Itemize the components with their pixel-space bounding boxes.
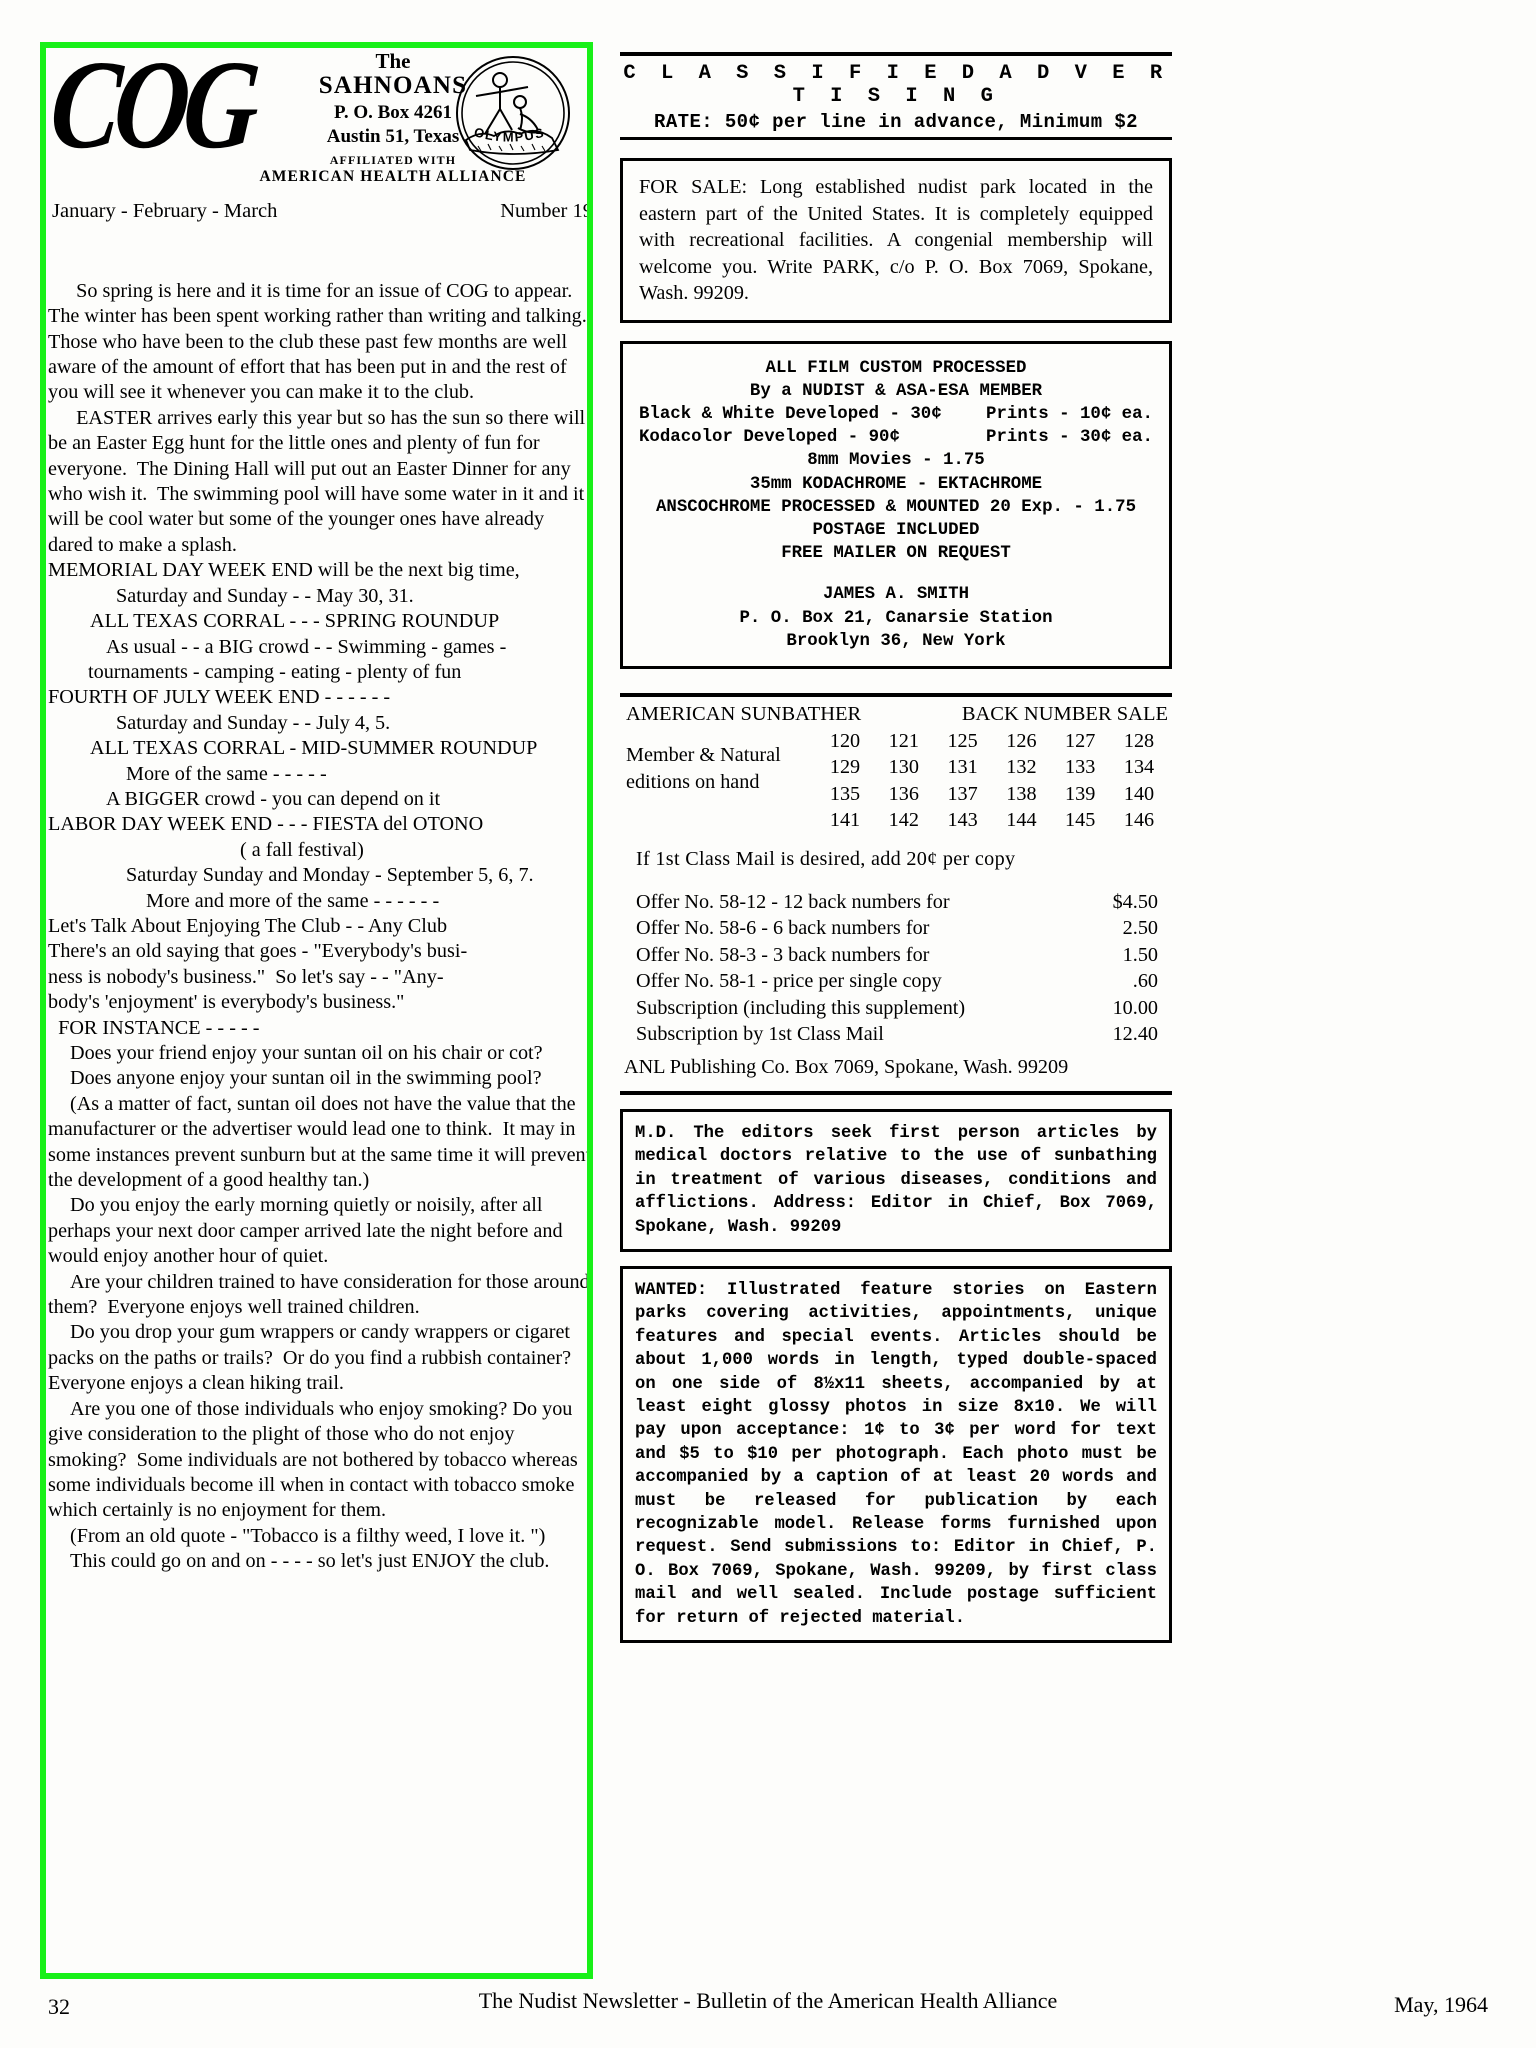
article-question: (As a matter of fact, suntan oil does not have the value that the manufacturer or the advertiser would lead one to think. It may in some instances prevent sunburn but at the same time it will prevent the development of a good healthy tan.) xyxy=(48,1092,597,1192)
offer-price: 2.50 xyxy=(1122,917,1158,940)
first-class-note: If 1st Class Mail is desired, add 20¢ per copy xyxy=(636,847,1016,870)
offer-row xyxy=(636,1021,1172,1048)
sunbather-section xyxy=(620,689,1172,1079)
back-number: 142 xyxy=(888,809,919,832)
back-number: 140 xyxy=(1123,782,1155,805)
film-kodacolor-label: Kodacolor Developed - 90¢ xyxy=(639,428,900,448)
film-advertiser-addr2: Brooklyn 36, New York xyxy=(786,631,1006,651)
page-footer xyxy=(0,1988,1536,2034)
olympus-seal-icon xyxy=(454,54,572,172)
offer-row xyxy=(636,915,1172,942)
offer-price: .60 xyxy=(1132,970,1158,993)
back-number: 138 xyxy=(1006,782,1037,805)
footer-page-number: 32 xyxy=(48,1994,70,2019)
article-paragraph: So spring is here and it is time for an issue of COG to appear. The winter has been spent working rather than writing and talking. Those who have been to the club these past few months are well aware of the amount of effort that has been put in and the rest of you will see it whenever you can make it to the club. xyxy=(48,279,597,404)
editions-line-1: Member & Natural xyxy=(626,743,781,766)
sunbather-sale-title: BACK NUMBER SALE xyxy=(961,702,1168,725)
film-kodacolor-prints: Prints - 30¢ ea. xyxy=(986,428,1153,448)
publisher-line: ANL Publishing Co. Box 7069, Spokane, Wash. 99209 xyxy=(624,1055,1069,1078)
event-line: Saturday Sunday and Monday - September 5, 6, 7. xyxy=(126,864,534,887)
event-line: As usual - - a BIG crowd - - Swimming - games - xyxy=(106,635,507,658)
event-line: A BIGGER crowd - you can depend on it xyxy=(106,787,441,810)
back-number-row xyxy=(822,754,1172,781)
masthead-the: The xyxy=(375,49,411,73)
event-line: tournaments - camping - eating - plenty of fun xyxy=(88,660,462,683)
film-bw-label: Black & White Developed - 30¢ xyxy=(639,404,942,424)
ad-for-sale-text: FOR SALE: Long established nudist park located in the eastern part of the United States. It is completely equipped with recreational facilities. A congenial membership will welcome you. Write PARK, c/o P. O. Box 7069, Spokane, Wash. 99209. xyxy=(639,176,1153,304)
offer-row xyxy=(636,942,1172,969)
back-number: 144 xyxy=(1006,809,1037,832)
event-line: FOURTH OF JULY WEEK END - - - - - - xyxy=(48,686,391,709)
article-question: This could go on and on - - - - so let's just ENJOY the club. xyxy=(70,1550,550,1573)
masthead-city: Austin 51, Texas xyxy=(326,125,460,147)
film-line-2: By a NUDIST & ASA-ESA MEMBER xyxy=(749,381,1043,401)
editions-line-2: editions on hand xyxy=(626,770,760,793)
back-number: 135 xyxy=(829,782,861,805)
left-column xyxy=(45,34,597,1961)
footer-publication-line: The Nudist Newsletter - Bulletin of the American Health Alliance xyxy=(478,1988,1058,2013)
film-advertiser-addr1: P. O. Box 21, Canarsie Station xyxy=(739,608,1053,628)
classified-rule-bottom xyxy=(620,137,1172,140)
event-line: LABOR DAY WEEK END - - - FIESTA del OTONO xyxy=(48,813,484,836)
film-line-3 xyxy=(639,403,1153,426)
offers-list xyxy=(620,889,1172,1048)
article-question: Does your friend enjoy your suntan oil on his chair or cot? xyxy=(70,1042,543,1064)
article-body xyxy=(48,228,597,1625)
film-line-5: 8mm Movies - 1.75 xyxy=(807,451,985,471)
issue-number: Number 19 xyxy=(500,200,593,222)
back-number: 145 xyxy=(1065,809,1096,832)
event-line: ( a fall festival) xyxy=(240,838,364,861)
back-number: 146 xyxy=(1123,809,1155,832)
sunbather-grid-wrap xyxy=(620,728,1172,834)
offer-label: Subscription (including this supplement) xyxy=(636,996,966,1019)
article-line: ness is nobody's business." So let's say - - "Any- xyxy=(48,965,444,988)
back-number-row xyxy=(822,728,1172,755)
back-number-grid xyxy=(822,728,1172,834)
event-line: More of the same - - - - - xyxy=(126,762,327,785)
back-number: 133 xyxy=(1065,756,1096,779)
md-section-rule xyxy=(620,1091,1172,1095)
back-number: 134 xyxy=(1123,756,1155,779)
masthead-po-box: P. O. Box 4261 xyxy=(333,101,453,123)
back-number-row xyxy=(822,781,1172,808)
back-number: 126 xyxy=(1006,729,1037,752)
article-question: Are you one of those individuals who enjoy smoking? Do you give consideration to the plight of those who do not enjoy smoking? Some individuals are not bothered by tobacco whereas some individuals become ill when in contact with tobacco smoke which certainly is no enjoyment for them. xyxy=(48,1397,583,1522)
sunbather-title: AMERICAN SUNBATHER xyxy=(626,702,862,725)
event-line: Saturday and Sunday - - May 30, 31. xyxy=(116,584,414,607)
offer-price: 12.40 xyxy=(1112,1023,1158,1046)
event-line: MEMORIAL DAY WEEK END will be the next big time, xyxy=(48,559,520,582)
article-question: Are your children trained to have consideration for those around them? Everyone enjoys well trained children. xyxy=(48,1270,595,1319)
article-line: body's 'enjoyment' is everybody's business." xyxy=(48,991,405,1014)
back-number: 130 xyxy=(888,756,919,779)
film-line-1: ALL FILM CUSTOM PROCESSED xyxy=(765,358,1027,378)
classified-rate: RATE: 50¢ per line in advance, Minimum $2 xyxy=(654,111,1138,133)
masthead xyxy=(45,34,593,196)
sunbather-heading xyxy=(620,697,1172,726)
back-number: 137 xyxy=(947,782,978,805)
event-line: ALL TEXAS CORRAL - - - SPRING ROUNDUP xyxy=(90,610,500,633)
back-number: 141 xyxy=(829,809,861,832)
film-spacer xyxy=(639,565,1153,583)
back-number: 127 xyxy=(1065,729,1096,752)
event-line: ALL TEXAS CORRAL - MID-SUMMER ROUNDUP xyxy=(90,737,538,760)
film-line-6: 35mm KODACHROME - EKTACHROME xyxy=(749,474,1043,494)
film-line-4 xyxy=(639,426,1153,449)
ad-film-body xyxy=(639,357,1153,653)
affiliated-with-label: AFFILIATED WITH xyxy=(329,153,457,167)
back-number: 120 xyxy=(829,729,861,752)
wanted-box-text: WANTED: Illustrated feature stories on Eastern parks covering activities, appointments, unique features and special events. Articles should be about 1,000 words in length, typed double-spaced on one side of 8½x11 sheets, accompanied by at least eight glossy photos in size 8x10. We will pay upon acceptance: 1¢ to 3¢ per word for text and $5 to $10 per photograph. Each photo must be accompanied by a caption of at least 20 words and must be released for publication by each recognizable model. Release forms furnished upon request. Send submissions to: Editor in Chief, P. O. Box 7069, Spokane, Wash. 99209, by first class mail and well sealed. Include postage sufficient for return of rejected material. xyxy=(635,1280,1157,1628)
back-number: 132 xyxy=(1006,756,1037,779)
article-question: (From an old quote - "Tobacco is a filthy weed, I love it. ") xyxy=(70,1524,546,1547)
article-paragraph: EASTER arrives early this year but so has the sun so there will be an Easter Egg hunt for the little ones and plenty of fun for everyone. The Dining Hall will put out an Easter Dinner for any who wish it. The swimming pool will have some water in it and it will be cool water but some of the younger ones have already dared to make a splash. xyxy=(48,406,591,556)
back-number: 139 xyxy=(1065,782,1096,805)
film-line-8: POSTAGE INCLUDED xyxy=(812,520,980,540)
article-question: Do you enjoy the early morning quietly or noisily, after all perhaps your next door camper arrived late the night before and would enjoy another hour of quiet. xyxy=(48,1194,568,1268)
offer-label: Offer No. 58-6 - 6 back numbers for xyxy=(636,917,930,940)
issue-line xyxy=(48,200,593,226)
article-question: Do you drop your gum wrappers or candy wrappers or cigaret packs on the paths or trails? Or do you find a rubbish container? Everyone enjoys a clean hiking trail. xyxy=(48,1321,582,1395)
article-question: Does anyone enjoy your suntan oil in the swimming pool? xyxy=(70,1067,542,1090)
issue-months: January - February - March xyxy=(52,200,278,222)
svg-text:OLYMPUS: OLYMPUS xyxy=(472,124,547,145)
back-number: 143 xyxy=(947,809,978,832)
back-number: 136 xyxy=(888,782,919,805)
back-number-row xyxy=(822,807,1172,834)
offer-label: Offer No. 58-1 - price per single copy xyxy=(636,970,942,993)
ad-film-processing xyxy=(620,341,1172,669)
film-bw-prints: Prints - 10¢ ea. xyxy=(986,404,1153,424)
film-line-7: ANSCOCHROME PROCESSED & MOUNTED 20 Exp. - 1.75 xyxy=(655,497,1137,517)
article-line: Let's Talk About Enjoying The Club - - Any Club xyxy=(48,914,448,937)
article-line: FOR INSTANCE - - - - - xyxy=(48,1016,260,1039)
md-box-text: M.D. The editors seek first person articles by medical doctors relative to the use of sunbathing in treatment of various diseases, conditions and afflictions. Address: Editor in Chief, Box 7069, Spokane, Wash. 99209 xyxy=(635,1123,1157,1237)
event-line: More and more of the same - - - - - - xyxy=(146,889,440,912)
ad-md-editors xyxy=(620,1109,1172,1252)
offer-row xyxy=(636,968,1172,995)
classified-header xyxy=(620,56,1172,137)
article-line: There's an old saying that goes - "Everybody's busi- xyxy=(48,940,468,963)
footer-date: May, 1964 xyxy=(1394,1992,1488,2017)
back-number: 129 xyxy=(829,756,861,779)
sunbather-editions-note xyxy=(620,728,822,796)
back-number: 131 xyxy=(947,756,978,779)
back-number: 121 xyxy=(888,729,919,752)
ad-wanted xyxy=(620,1266,1172,1643)
offer-label: Subscription by 1st Class Mail xyxy=(636,1023,884,1046)
offer-label: Offer No. 58-12 - 12 back numbers for xyxy=(636,890,950,913)
offer-price: 10.00 xyxy=(1112,996,1158,1019)
masthead-org-name: SAHNOANS xyxy=(318,72,468,100)
film-line-9: FREE MAILER ON REQUEST xyxy=(781,544,1011,564)
affiliate-name: AMERICAN HEALTH ALLIANCE xyxy=(259,168,527,185)
film-advertiser-name: JAMES A. SMITH xyxy=(822,585,970,605)
ad-for-sale xyxy=(620,158,1172,323)
offer-price: $4.50 xyxy=(1112,890,1158,913)
back-number: 125 xyxy=(947,729,978,752)
offer-label: Offer No. 58-3 - 3 back numbers for xyxy=(636,943,930,966)
offer-row xyxy=(636,995,1172,1022)
event-line: Saturday and Sunday - - July 4, 5. xyxy=(116,711,391,734)
cog-logo: COG xyxy=(45,34,260,176)
offer-price: 1.50 xyxy=(1122,943,1158,966)
classified-title: C L A S S I F I E D A D V E R T I S I N G xyxy=(623,62,1169,108)
offer-row xyxy=(636,889,1172,916)
right-column xyxy=(620,52,1172,1643)
back-number: 128 xyxy=(1123,729,1155,752)
